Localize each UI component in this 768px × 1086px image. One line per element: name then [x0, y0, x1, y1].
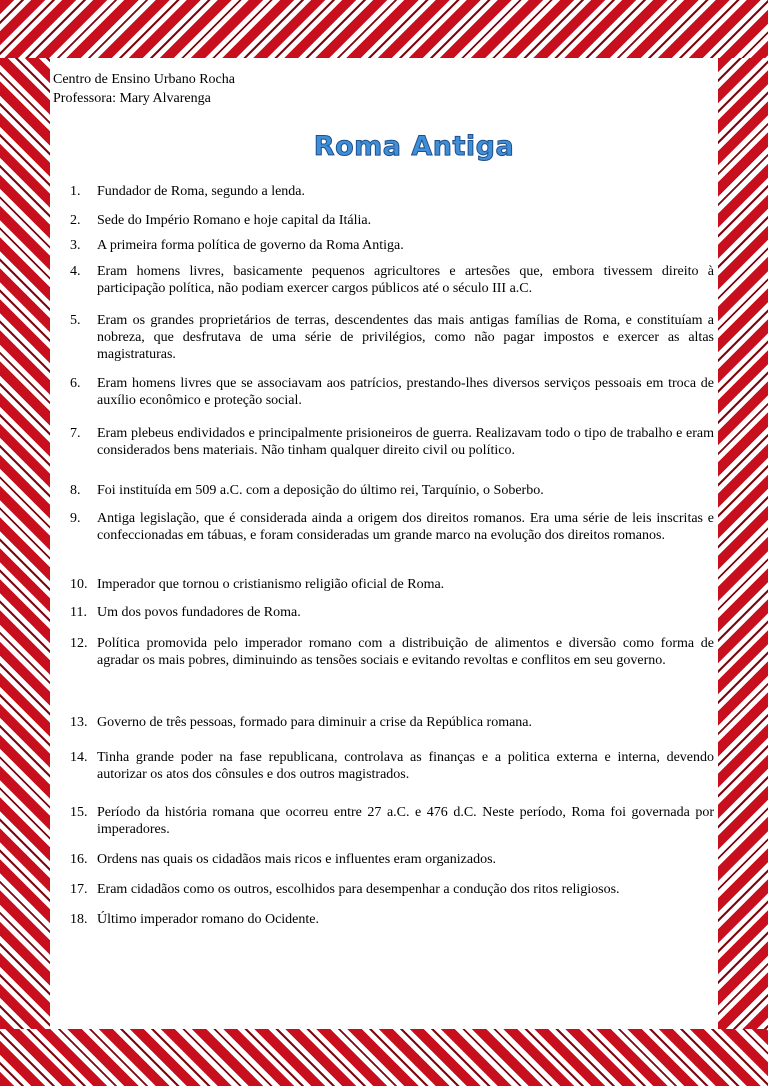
question-text: Eram os grandes proprietários de terras, descendentes das mais antigas famílias de Roma, e constituíam a nobreza, que desfrutava de uma série de privilégios, como não pagar impostos e exercer as altas magistraturas.	[97, 313, 714, 362]
question-number: 2.	[70, 213, 81, 228]
question-number: 18.	[70, 912, 88, 927]
question-number: 10.	[70, 577, 88, 592]
decorative-border-right	[718, 58, 768, 1029]
question-text: Último imperador romano do Ocidente.	[97, 912, 319, 927]
question-text: Um dos povos fundadores de Roma.	[97, 605, 301, 620]
question-item-13	[70, 714, 714, 731]
question-item-15	[70, 804, 714, 838]
question-text: Política promovida pelo imperador romano com a distribuição de alimentos e diversão como forma de agradar os mais pobres, diminuindo as tensões sociais e evitando revoltas e conflitos em seu governo.	[97, 636, 714, 668]
question-item-11	[70, 604, 714, 621]
question-number: 5.	[70, 313, 81, 328]
question-number: 15.	[70, 805, 88, 820]
question-item-10	[70, 576, 714, 593]
question-item-7	[70, 425, 714, 459]
header-block	[53, 70, 235, 108]
question-text: Tinha grande poder na fase republicana, controlava as finanças e a politica externa e interna, devendo autorizar os atos dos cônsules e dos outros magistrados.	[97, 750, 714, 782]
question-number: 17.	[70, 882, 88, 897]
question-item-2	[70, 212, 714, 229]
question-number: 13.	[70, 715, 88, 730]
question-text: Fundador de Roma, segundo a lenda.	[97, 184, 306, 199]
question-number: 6.	[70, 376, 81, 391]
question-text: Antiga legislação, que é considerada ainda a origem dos direitos romanos. Era uma série de leis inscritas e confeccionadas em tábuas, e foram consideradas um grande marco na evolução dos direitos romanos.	[97, 511, 714, 543]
question-number: 12.	[70, 636, 88, 651]
question-item-1	[70, 183, 714, 200]
question-text: Eram homens livres, basicamente pequenos agricultores e artesões que, embora tivessem direito à participação política, não podiam exercer cargos públicos até o século III a.C.	[97, 264, 714, 296]
question-text: Eram homens livres que se associavam aos patrícios, prestando-lhes diversos serviços pessoais em troca de auxílio econômico e proteção social.	[97, 376, 714, 408]
question-text: Foi instituída em 509 a.C. com a deposição do último rei, Tarquínio, o Soberbo.	[97, 483, 544, 498]
question-text: Sede do Império Romano e hoje capital da Itália.	[97, 213, 372, 228]
question-number: 4.	[70, 264, 81, 279]
question-item-16	[70, 851, 714, 868]
worksheet-content	[50, 58, 718, 1029]
school-name: Centro de Ensino Urbano Rocha	[53, 72, 235, 87]
question-item-17	[70, 881, 714, 898]
question-item-9	[70, 510, 714, 544]
question-item-3	[70, 237, 714, 254]
question-number: 7.	[70, 426, 81, 441]
question-item-4	[70, 263, 714, 297]
question-item-18	[70, 911, 714, 928]
question-number: 3.	[70, 238, 81, 253]
decorative-border-left	[0, 58, 50, 1029]
question-number: 11.	[70, 605, 87, 620]
question-text: A primeira forma política de governo da Roma Antiga.	[97, 238, 404, 253]
question-text: Governo de três pessoas, formado para diminuir a crise da República romana.	[97, 715, 533, 730]
question-text: Eram cidadãos como os outros, escolhidos para desempenhar a condução dos ritos religiosos.	[97, 882, 620, 897]
question-text: Período da história romana que ocorreu entre 27 a.C. e 476 d.C. Neste período, Roma foi governada por imperadores.	[97, 805, 714, 837]
question-item-6	[70, 375, 714, 409]
question-number: 16.	[70, 852, 88, 867]
decorative-border-bottom	[0, 1029, 768, 1086]
question-number: 9.	[70, 511, 81, 526]
question-item-12	[70, 635, 714, 669]
question-item-5	[70, 312, 714, 363]
decorative-border-top	[0, 0, 768, 58]
question-text: Eram plebeus endividados e principalmente prisioneiros de guerra. Realizavam todo o tipo de trabalho e eram considerados bens materiais. Não tinham qualquer direito civil ou político.	[97, 426, 714, 458]
question-item-14	[70, 749, 714, 783]
question-item-8	[70, 482, 714, 499]
question-text: Ordens nas quais os cidadãos mais ricos e influentes eram organizados.	[97, 852, 497, 867]
question-number: 14.	[70, 750, 88, 765]
page-title: Roma Antiga	[313, 131, 515, 162]
question-number: 8.	[70, 483, 81, 498]
question-number: 1.	[70, 184, 81, 199]
teacher-name: Professora: Mary Alvarenga	[53, 91, 211, 106]
question-text: Imperador que tornou o cristianismo religião oficial de Roma.	[97, 577, 445, 592]
